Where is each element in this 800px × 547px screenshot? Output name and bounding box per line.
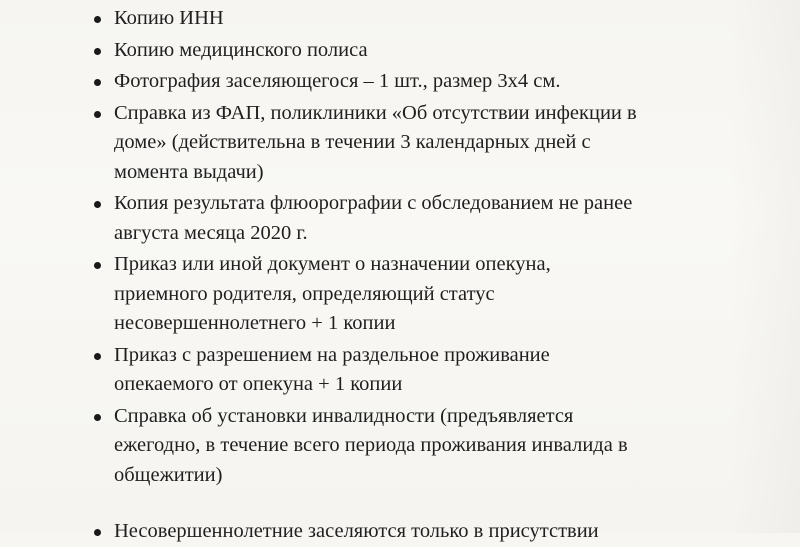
- bullet-icon: [94, 16, 101, 23]
- list-item: [90, 402, 740, 491]
- list-item-text: опекаемого от опекуна + 1 копии: [114, 373, 403, 395]
- list-item: [90, 99, 740, 188]
- list-item-cut-off: [90, 517, 764, 547]
- list-item-text: Справка из ФАП, поликлиники «Об отсутствии инфекции в: [114, 101, 637, 124]
- requirements-list: [90, 0, 740, 492]
- list-item: [90, 36, 740, 66]
- list-item-text: момента выдачи): [114, 160, 264, 183]
- list-item-text: приемного родителя, определяющий статус: [114, 282, 495, 305]
- list-item: [90, 341, 740, 400]
- list-item-text: ежегодно, в течение всего периода проживания инвалида в: [114, 434, 628, 456]
- list-item-text: несовершеннолетнего + 1 копии: [114, 312, 396, 334]
- list-item-text: августа месяца 2020 г.: [114, 221, 308, 244]
- list-item: [90, 250, 740, 339]
- list-item-text: Копию медицинского полиса: [114, 38, 368, 61]
- bullet-icon: [94, 48, 101, 55]
- bullet-icon: [94, 353, 101, 360]
- list-item-text: общежитии): [114, 463, 223, 486]
- list-item-text: Приказ или иной документ о назначении опекуна,: [114, 253, 551, 275]
- scan-shadow: [730, 0, 800, 533]
- list-item-text: Приказ с разрешением на раздельное проживание: [114, 343, 550, 366]
- list-item: [90, 189, 740, 248]
- bullet-icon: [94, 79, 101, 86]
- list-item-text: Фотография заселяющегося – 1 шт., размер 3х4 см.: [114, 70, 561, 92]
- list-item-text: Копию ИНН: [114, 7, 224, 29]
- bullet-icon: [94, 414, 101, 421]
- bullet-icon: [94, 262, 101, 269]
- list-item: [90, 67, 740, 97]
- bullet-icon: [94, 111, 101, 118]
- list-item-text: Копия результата флюорографии с обследованием не ранее: [114, 192, 633, 214]
- list-item-text: Несовершеннолетние заселяются только в присутствии: [114, 520, 599, 542]
- list-item-text: Справка об установки инвалидности (предъявляется: [114, 404, 574, 427]
- bullet-icon: [94, 201, 101, 208]
- list-item-text: доме» (действительна в течении 3 календарных дней с: [114, 131, 591, 153]
- list-item: [90, 4, 740, 34]
